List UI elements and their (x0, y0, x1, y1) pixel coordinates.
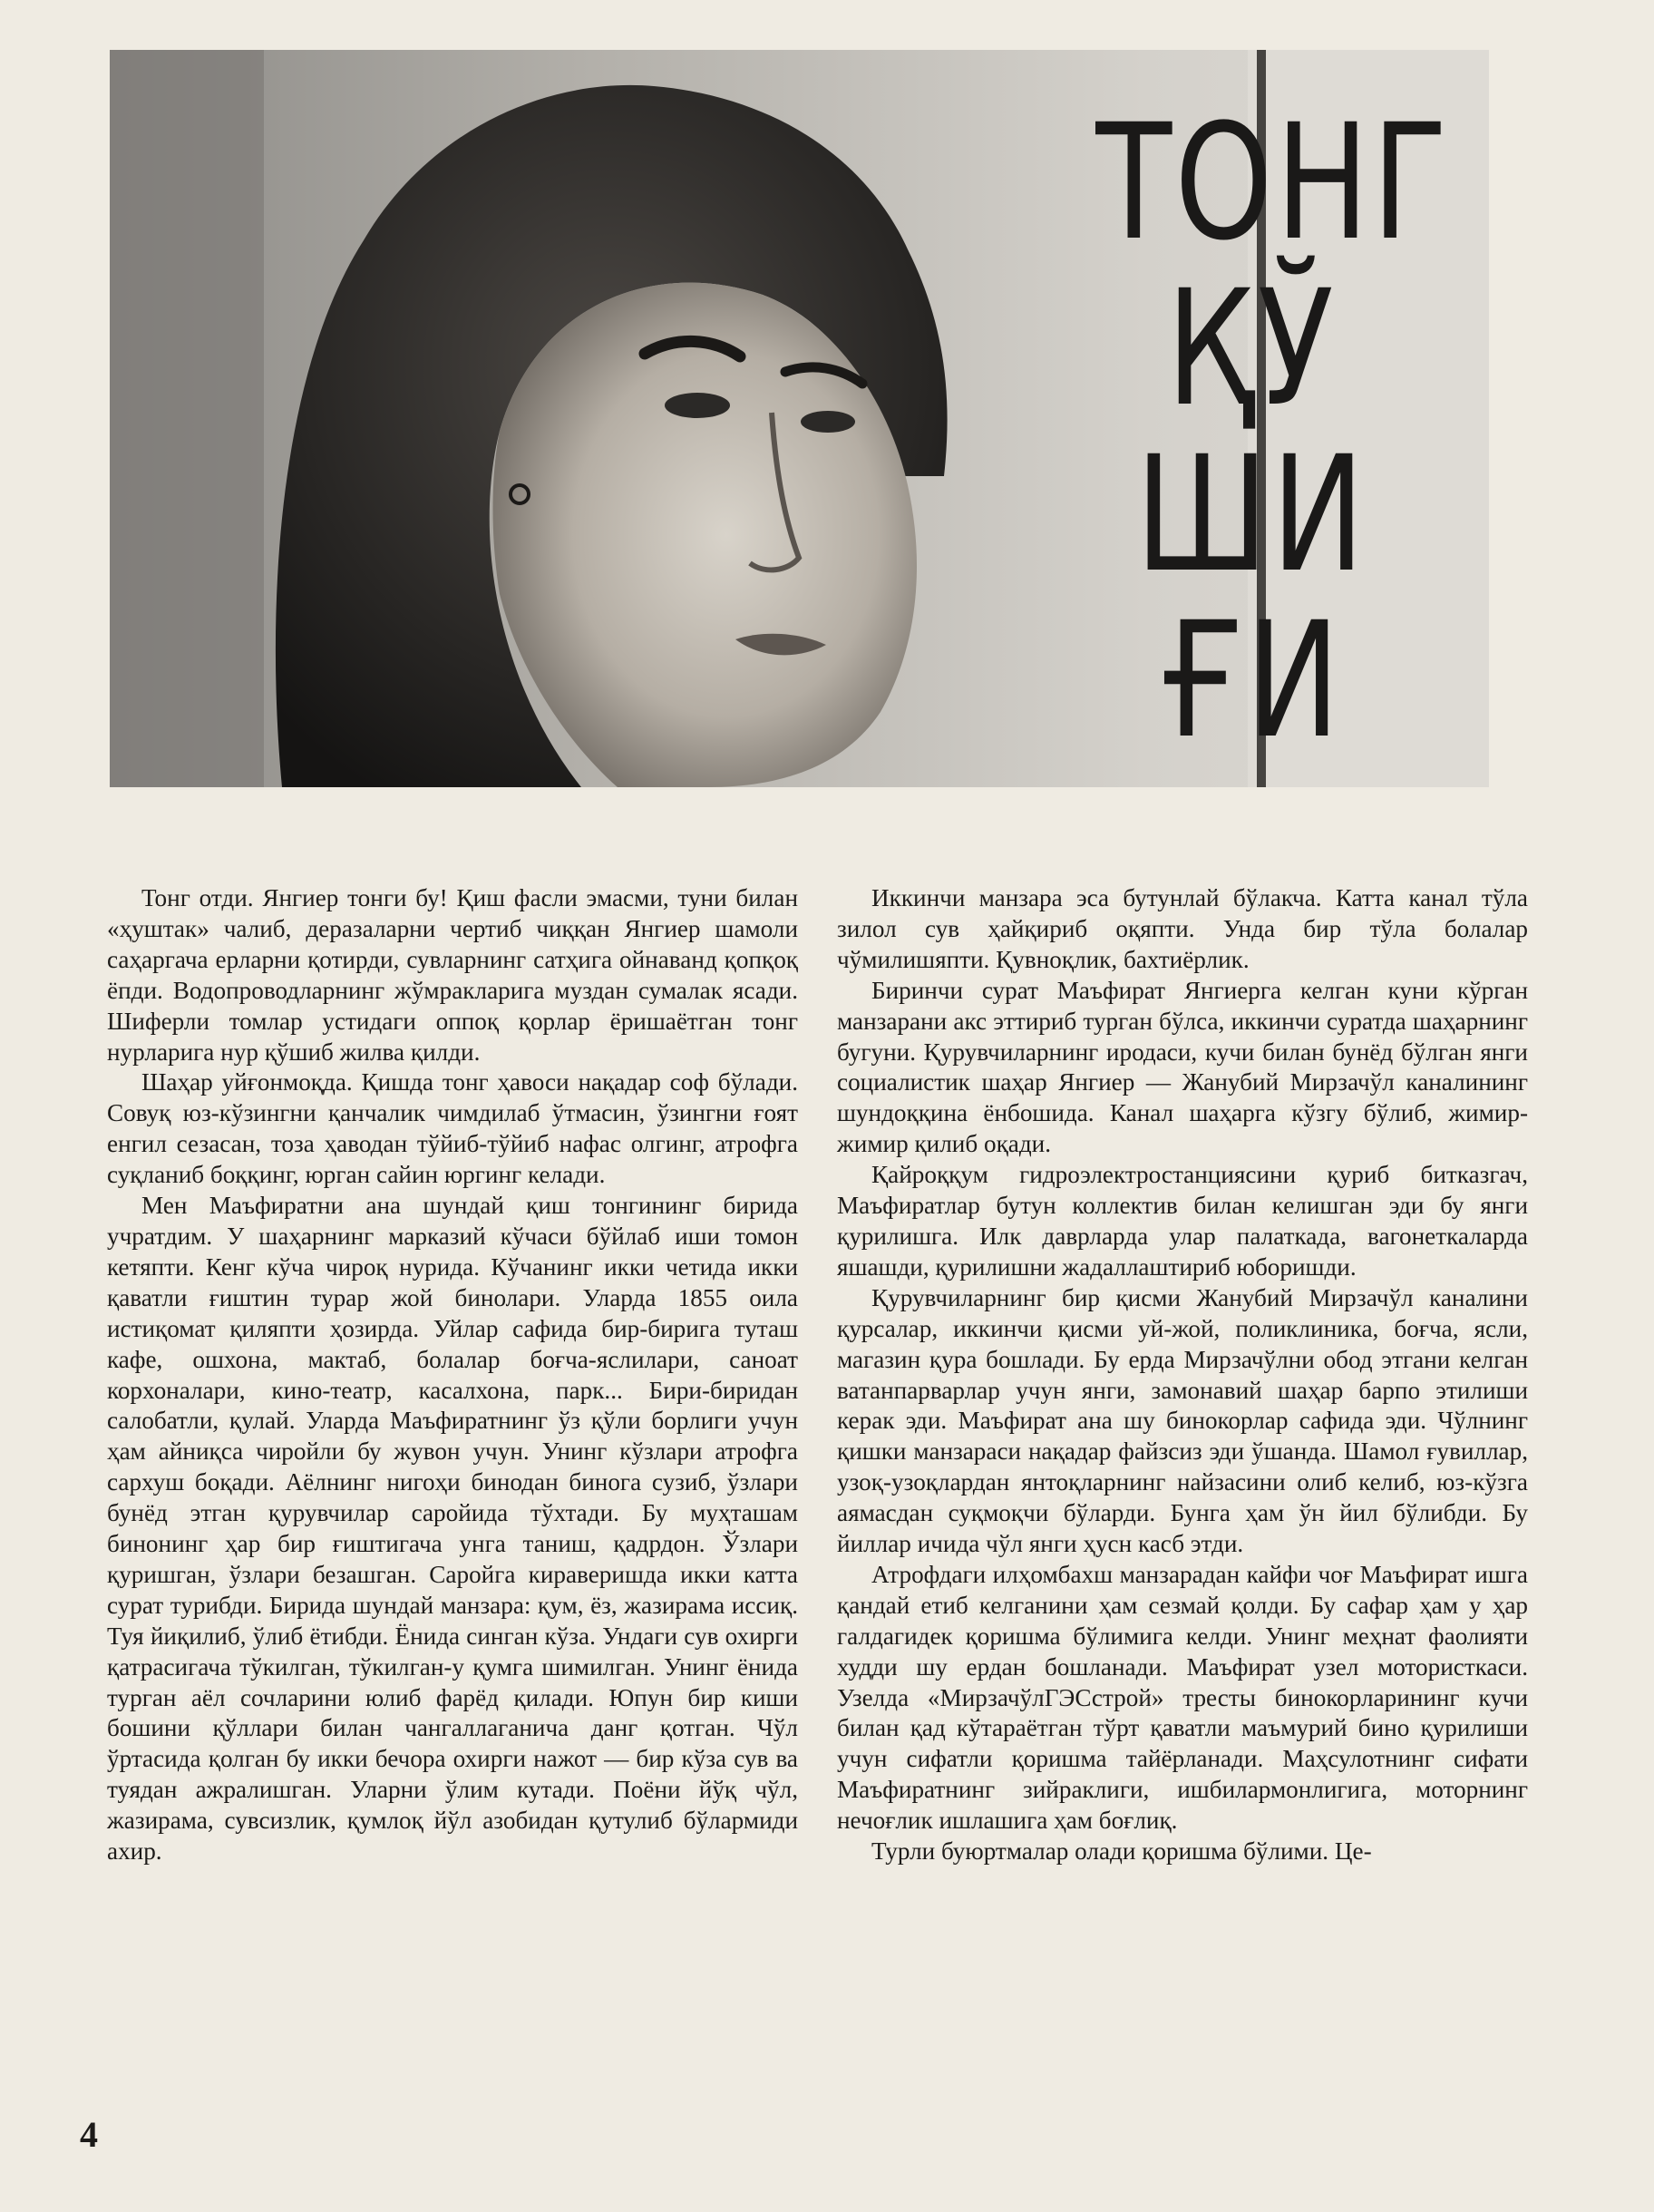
headline-title (1052, 90, 1451, 774)
paragraph: Тонг отди. Янгиер тонги бу! Қиш фасли эмасми, туни билан «ҳуштак» чалиб, деразаларни чертиб чиққан Янгиер шамоли саҳаргача ерларни қотирди, сувларнинг сатҳига ойнаванд қопқоқ ёпди. Водопроводларнинг жўмракларига муздан сумалак ясади. Шиферли томлар устидаги оппоқ қорлар ёришаётган тонг нурларига нур қўшиб жилва қилди. (107, 884, 798, 1066)
paragraph: Қурувчиларнинг бир қисми Жанубий Мирзачўл каналини қурсалар, иккинчи қисми уй-жой, поликлиника, боғча, ясли, магазин қура бошлади. Бу ерда Мирзачўлни обод этгани келган ватанпарварлар учун янги, замонавий шаҳар барпо этилиши керак эди. Маъфират ана шу бинокорлар сафида эди. Чўлнинг қишки манзараси нақадар файзсиз эди ўшанда. Шамол ғувиллар, узоқ-узоқлардан янтоқларнинг найзасини олиб келиб, юз-кўзга аямасдан суқмоқчи бўларди. Бунга ҳам ўн йил бўлибди. Бу йиллар ичида чўл янги ҳусн касб этди. (837, 1283, 1528, 1558)
paragraph: Атрофдаги илҳомбахш манзарадан кайфи чоғ Маъфират ишга қандай етиб келганини ҳам сезмай қолди. Бу сафар ҳам у ҳар галдагидек қоришма бўлимига келди. Унинг меҳнат фаолияти худди шу ердан бошланади. Маъфират узел мотористкаси. Узелда «МирзачўлГЭСстрой» тресты бинокорларининг кучи билан қад кўтараётган тўрт қаватли маъмурий бино қурилиши учун сифатли қоришма тайёрланади. Маҳсулотнинг сифати Маъфиратнинг зийраклиги, ишбилармонлигига, моторнинг нечоғлик ишлашига ҳам боғлиқ. (837, 1560, 1528, 1835)
headline-line: ШИ (1135, 422, 1367, 608)
article-column-right (837, 883, 1528, 1867)
paragraph: Иккинчи манзара эса бутунлай бўлакча. Катта канал тўла зилол сув ҳайқириб оқяпти. Унда бир тўла болалар чўмилишяпти. Қувноқлик, бахтиёрлик. (837, 884, 1528, 973)
headline-line: ҒИ (1160, 588, 1343, 774)
paragraph: Турли буюртмалар олади қоришма бўлими. Це- (871, 1837, 1372, 1866)
headline-line: ҚЎ (1166, 256, 1337, 442)
page-number: 4 (80, 2114, 98, 2155)
paragraph: Қайроққум гидроэлектростанциясини қуриб битказгач, Маъфиратлар бутун коллектив билан келишган эди бу янги қурилишга. Илк даврларда улар палаткада, вагонеткаларда яшашди, қурилишни жадаллаштириб юборишди. (837, 1161, 1528, 1281)
article-column-left (107, 883, 798, 1867)
paragraph: Биринчи сурат Маъфират Янгиерга келган куни кўрган манзарани акс эттириб турган бўлса, иккинчи суратда шаҳарнинг бугуни. Қурувчиларнинг иродаси, кучи билан бунёд бўлган янги социалистик шаҳар Янгиер — Жанубий Мирзачўл каналининг шундоққина ёнбошида. Канал шаҳарга кўзгу бўлиб, жимир-жимир қилиб оқади. (837, 976, 1528, 1158)
paragraph: Шаҳар уйғонмоқда. Қишда тонг ҳавоси нақадар соф бўлади. Совуқ юз-кўзингни қанчалик чимдилаб ўтмасин, ўзингни ғоят енгил сезасан, тоза ҳаводан тўйиб-тўйиб нафас олгинг, атрофга суқланиб боққинг, юрган сайин юргинг келади. (107, 1068, 798, 1189)
paragraph: Мен Маъфиратни ана шундай қиш тонгининг бирида учратдим. У шаҳарнинг марказий кўчаси бўйлаб иши томон кетяпти. Кенг кўча чироқ нурида. Кўчанинг икки четида икки қаватли ғиштин турар жой бинолари. Уларда 1855 оила истиқомат қиляпти ҳозирда. Уйлар сафида бир-бирига туташ кафе, ошхона, мактаб, болалар боғча-яслилари, саноат корхоналари, кино-театр, касалхона, парк... Бири-биридан салобатли, қулай. Уларда Маъфиратнинг ўз қўли борлиги учун ҳам айниқса чиройли бу жувон учун. Унинг кўзлари атрофга сархуш боқади. Аёлнинг нигоҳи бинодан бинога сузиб, ўзлари бунёд этган қурувчилар саройида тўхтади. Бу муҳташам бинонинг ҳар бир ғиштигача унга таниш, қадрдон. Ўзлари қуришган, ўзлари безашган. Саройга кираверишда икки катта сурат турибди. Бирида шундай манзара: қум, ёз, жазирама иссиқ. Туя йиқилиб, ўлиб ётибди. Ёнида синган кўза. Ундаги сув охирги қатрасигача тўкилган, тўкилган-у қумга шимилган. Унинг ёнида турган аёл сочларини юлиб фарёд қилади. Юпун бир киши бошини қўллари билан чангаллаганича данг қотган. Чўл ўртасида қолган бу икки бечора охирги нажот — бир кўза сув ва туядан ажралишган. Уларни ўлим кутади. Поёни йўқ чўл, жазирама, сувсизлик, қумлоқ йўл азобидан қутулиб бўлармиди ахир. (107, 1192, 798, 1866)
headline-line: ТОНГ (1095, 90, 1451, 276)
